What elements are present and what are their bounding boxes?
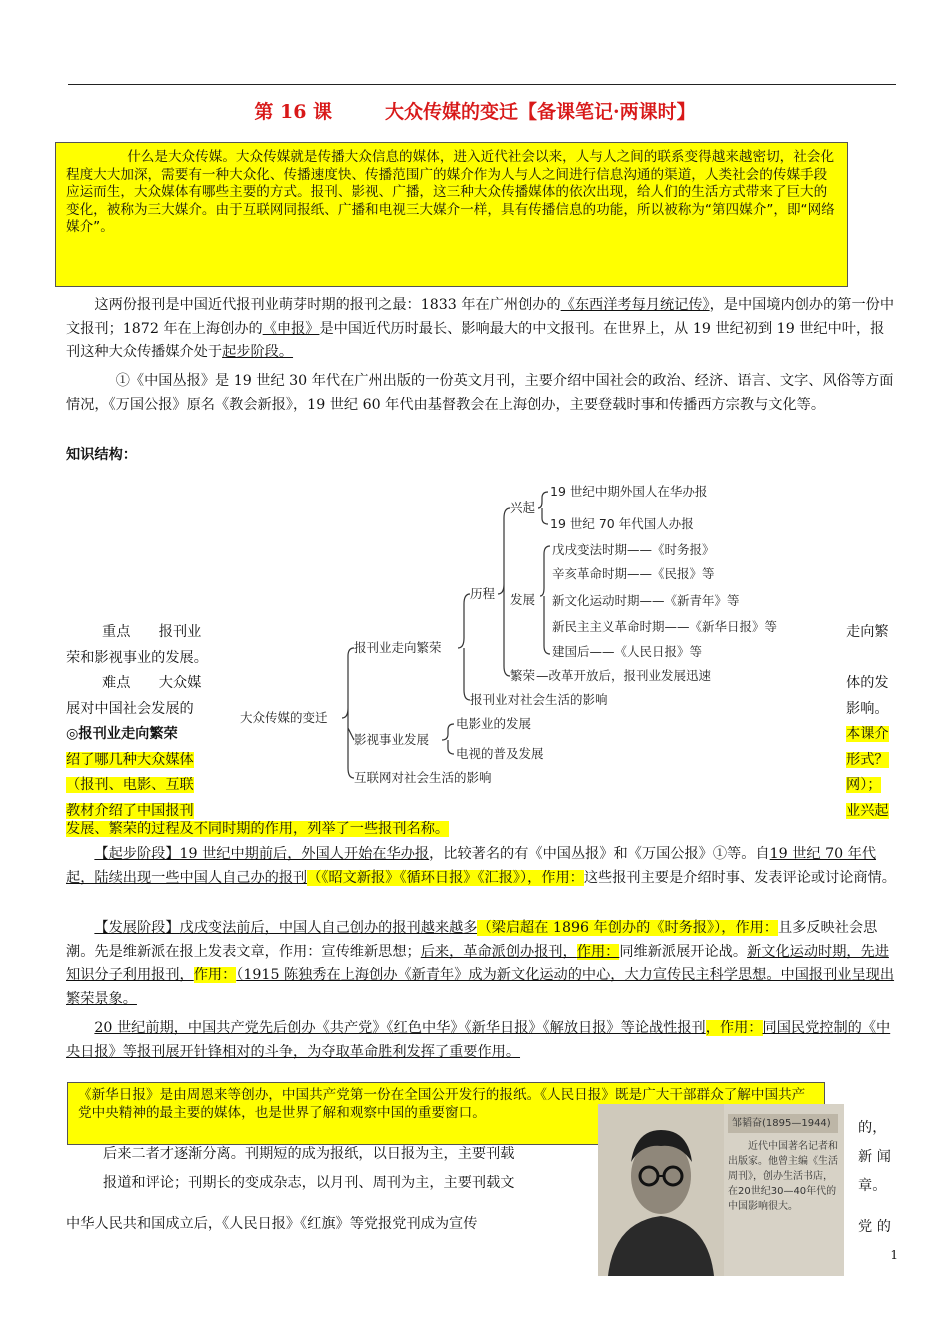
difficult-point-label: 难点 大众媒 [102,675,202,691]
text: 中华人民共和国成立后，《人民日报》《红旗》等党报党刊成为宣传 [66,1216,478,1232]
diagram-dev-4: 新民主主义革命时期——《新华日报》等 [552,619,778,634]
text: 影响。 [846,700,889,717]
intro-note-box [55,142,848,287]
newspaper-note-text: 《新华日报》是由周恩来等创办，中国共产党第一份在全国公开发行的报纸。《人民日报》既是广大干部群众了解中国共产党中央精神的最主要的媒体，也是世界了解和观察中国的重要窗口。 [78,1087,806,1121]
text [846,646,906,672]
text: 且多反映社会思潮。先是维新派在报上发表文章，作用：宣传维新思想； [66,920,878,960]
structure-heading: 知识结构： [66,447,137,463]
newspaper-name: 《申报》 [262,320,320,337]
highlighted-text: 本课介 [846,726,889,742]
right-column [846,620,906,824]
underlined-text: 戊戌变法前后，中国人自己创办的报刊越来越多 [179,920,478,936]
diagram-rise-2: 19 世纪 70 年代国人办报 [550,516,694,531]
photo-caption-name: 邹韬奋(1895—1944) [728,1114,838,1133]
diagram-prosper-text: —改革开放后，报刊业发展迅速 [536,668,712,683]
diagram-dev-2: 辛亥革命时期——《民报》等 [552,566,715,581]
underlined-text: 新文化运动时期，先进知识分子利用报刊， [66,943,889,983]
diagram-film: 电影业的发展 [456,716,532,731]
underlined-text: 起步阶段。 [222,344,294,360]
left-column [66,620,226,824]
underlined-text: 同国民党控制的《中央日报》等报刊展开针锋相对的斗争，为夺取革命胜利发挥了重要作用。 [66,1020,891,1060]
underlined-text: （1915 陈独秀在上海创办《新青年》成为新文化运动的中心，大力宣传民主科学思想。中国报刊业呈现出繁荣景象。 [66,967,895,1007]
diagram-branch-film-tv: 影视事业发展 [354,732,430,747]
diagram-dev-1: 戊戌变法时期——《时务报》 [552,542,715,557]
text: 这些报刊主要是介绍时事、发表评论或讨论商情。 [583,869,896,886]
text: 新 闻 [858,1149,891,1165]
diagram-rise: 兴起 [510,500,536,515]
knowledge-structure-diagram [230,478,840,796]
highlighted-text: 作用： [576,943,620,960]
page-title: 第 16 课 大众传媒的变迁【备课笔记·两课时】 [254,101,696,123]
highlighted-text: 网）； [846,777,882,793]
bottom-left-text [66,1140,593,1239]
diagram-branch-internet: 互联网对社会生活的影响 [354,770,492,785]
header-rule [68,84,896,85]
text: 报道和评论；刊期长的变成杂志，以月刊、周刊为主，主要刊载文 [103,1175,515,1191]
diagram-dev-5: 建国后——《人民日报》等 [552,644,703,659]
text: 体的发 [846,675,889,691]
diagram-tv: 电视的普及发展 [456,746,544,761]
highlighted-text: （报刊、电影、互联 [66,777,194,793]
highlighted-text: ，作用： [705,1020,763,1036]
diagram-develop: 发展 [510,592,536,607]
highlighted-text: 作用： [193,967,237,983]
diagram-press-impact: 报刊业对社会生活的影响 [470,692,608,707]
highlighted-text: 教材介绍了中国报刊 [66,802,194,819]
text: 同维新派展开论战。 [619,943,748,960]
stage-label: 【起步阶段】 [94,846,180,862]
text: ，是中国境内创办的第一份中文报刊；1872 年在上海创办的 [66,297,895,337]
portrait-image [598,1104,724,1276]
highlighted-text: 业兴起 [846,802,889,819]
text: 是中国近代历时最长、影响最大的中文报刊。在世界上，从 19 世纪初到 19 世纪中叶，报刊这种大众传播媒介处于 [66,320,885,360]
highlighted-text: 发展、繁荣的过程及不同时期的作用，列举了一些报刊名称。 [66,821,450,837]
paragraph-communist-press [66,1017,898,1064]
section-heading: ◎报刊业走向繁荣 [66,726,178,742]
text: 展对中国社会发展的 [66,700,194,717]
text: ，比较著名的有《中国丛报》和《万国公报》①等。自 [429,846,770,862]
text: 的， [858,1120,887,1136]
footnote-paragraph: ①《中国丛报》是 19 世纪 30 年代在广州出版的一份英文月刊，主要介绍中国社会的政治、经济、语言、文字、风俗等方面情况，《万国公报》原名《教会新报》，19 世纪 60 年代由基督教会在上海创办，主要登载时事和传播西方宗教与文化等。 [66,373,894,413]
paragraph-start-stage [66,843,898,890]
highlighted-text: 绍了哪几种大众媒体 [66,751,194,768]
diagram-dev-3: 新文化运动时期——《新青年》等 [552,593,740,608]
photo-caption-text: 近代中国著名记者和出版家。他曾主编《生活周刊》，创办生活书店，在20世纪30—40年代的中国影响很大。 [728,1141,838,1212]
stage-label: 【发展阶段】 [94,920,180,936]
key-point-label: 重点 报刊业 [102,624,202,640]
text: 党 的 [858,1219,891,1235]
portrait-photo [598,1104,844,1276]
diagram-rise-1: 19 世纪中期外国人在华办报 [550,484,708,499]
text: 后来二者才逐渐分离。刊期短的成为报纸，以日报为主，主要刊载 [103,1146,515,1162]
highlighted-text: （梁启超在 1896 年创办的《时务报》），作用： [477,920,778,936]
text: 荣和影视事业的发展。 [66,649,208,666]
underlined-text: 19 世纪 70 年代起，陆续出现一些中国人自己办的报刊 [66,846,877,886]
diagram-prosper: 繁荣 [510,668,536,683]
text: 这两份报刊是中国近代报刊业萌芽时期的报刊之最：1833 年在广州创办的 [94,297,561,313]
paragraph-development-stage [66,917,898,1011]
diagram-course: 历程 [470,586,496,601]
diagram-root: 大众传媒的变迁 [240,710,328,725]
diagram-branch-press: 报刊业走向繁荣 [354,640,442,655]
highlighted-text: 形式？ [846,751,889,768]
underlined-text: 20 世纪前期，中国共产党先后创办《共产党》《红色中华》《新华日报》《解放日报》等论战性报刊 [94,1020,706,1036]
intro-note-text: 什么是大众传媒。大众传媒就是传播大众信息的媒体，进入近代社会以来，人与人之间的联系变得越来越密切，社会化程度大大加深，需要有一种大众化、传播速度快、传播范围广的媒介作为人与人之间进行信息沟通的渠道，人类社会的传媒手段应运而生，大众媒体有哪些主要的方式。报刊、影视、广播，这三种大众传播媒体的依次出现，给人们的生活方式带来了巨大的变化，被称为三大媒介。由于互联网同报纸、广播和电视三大媒介一样，具有传播信息的功能，所以被称为“第四媒介”，即“网络媒介”。 [66,149,835,235]
paragraph-summary [66,818,898,842]
text: 走向繁 [846,624,889,640]
paragraph-early-press [66,294,898,365]
newspaper-name: 《东西洋考每月统记传》 [560,297,710,313]
bottom-right-text [858,1114,908,1242]
underlined-text: 19 世纪中期前后，外国人开始在华办报 [179,846,430,862]
highlighted-text: （《昭文新报》《循环日报》《汇报》），作用： [307,869,584,886]
underlined-text: 后来，革命派创办报刊， [420,943,577,960]
page-number: 1 [890,1248,898,1262]
text: 章。 [858,1178,887,1194]
